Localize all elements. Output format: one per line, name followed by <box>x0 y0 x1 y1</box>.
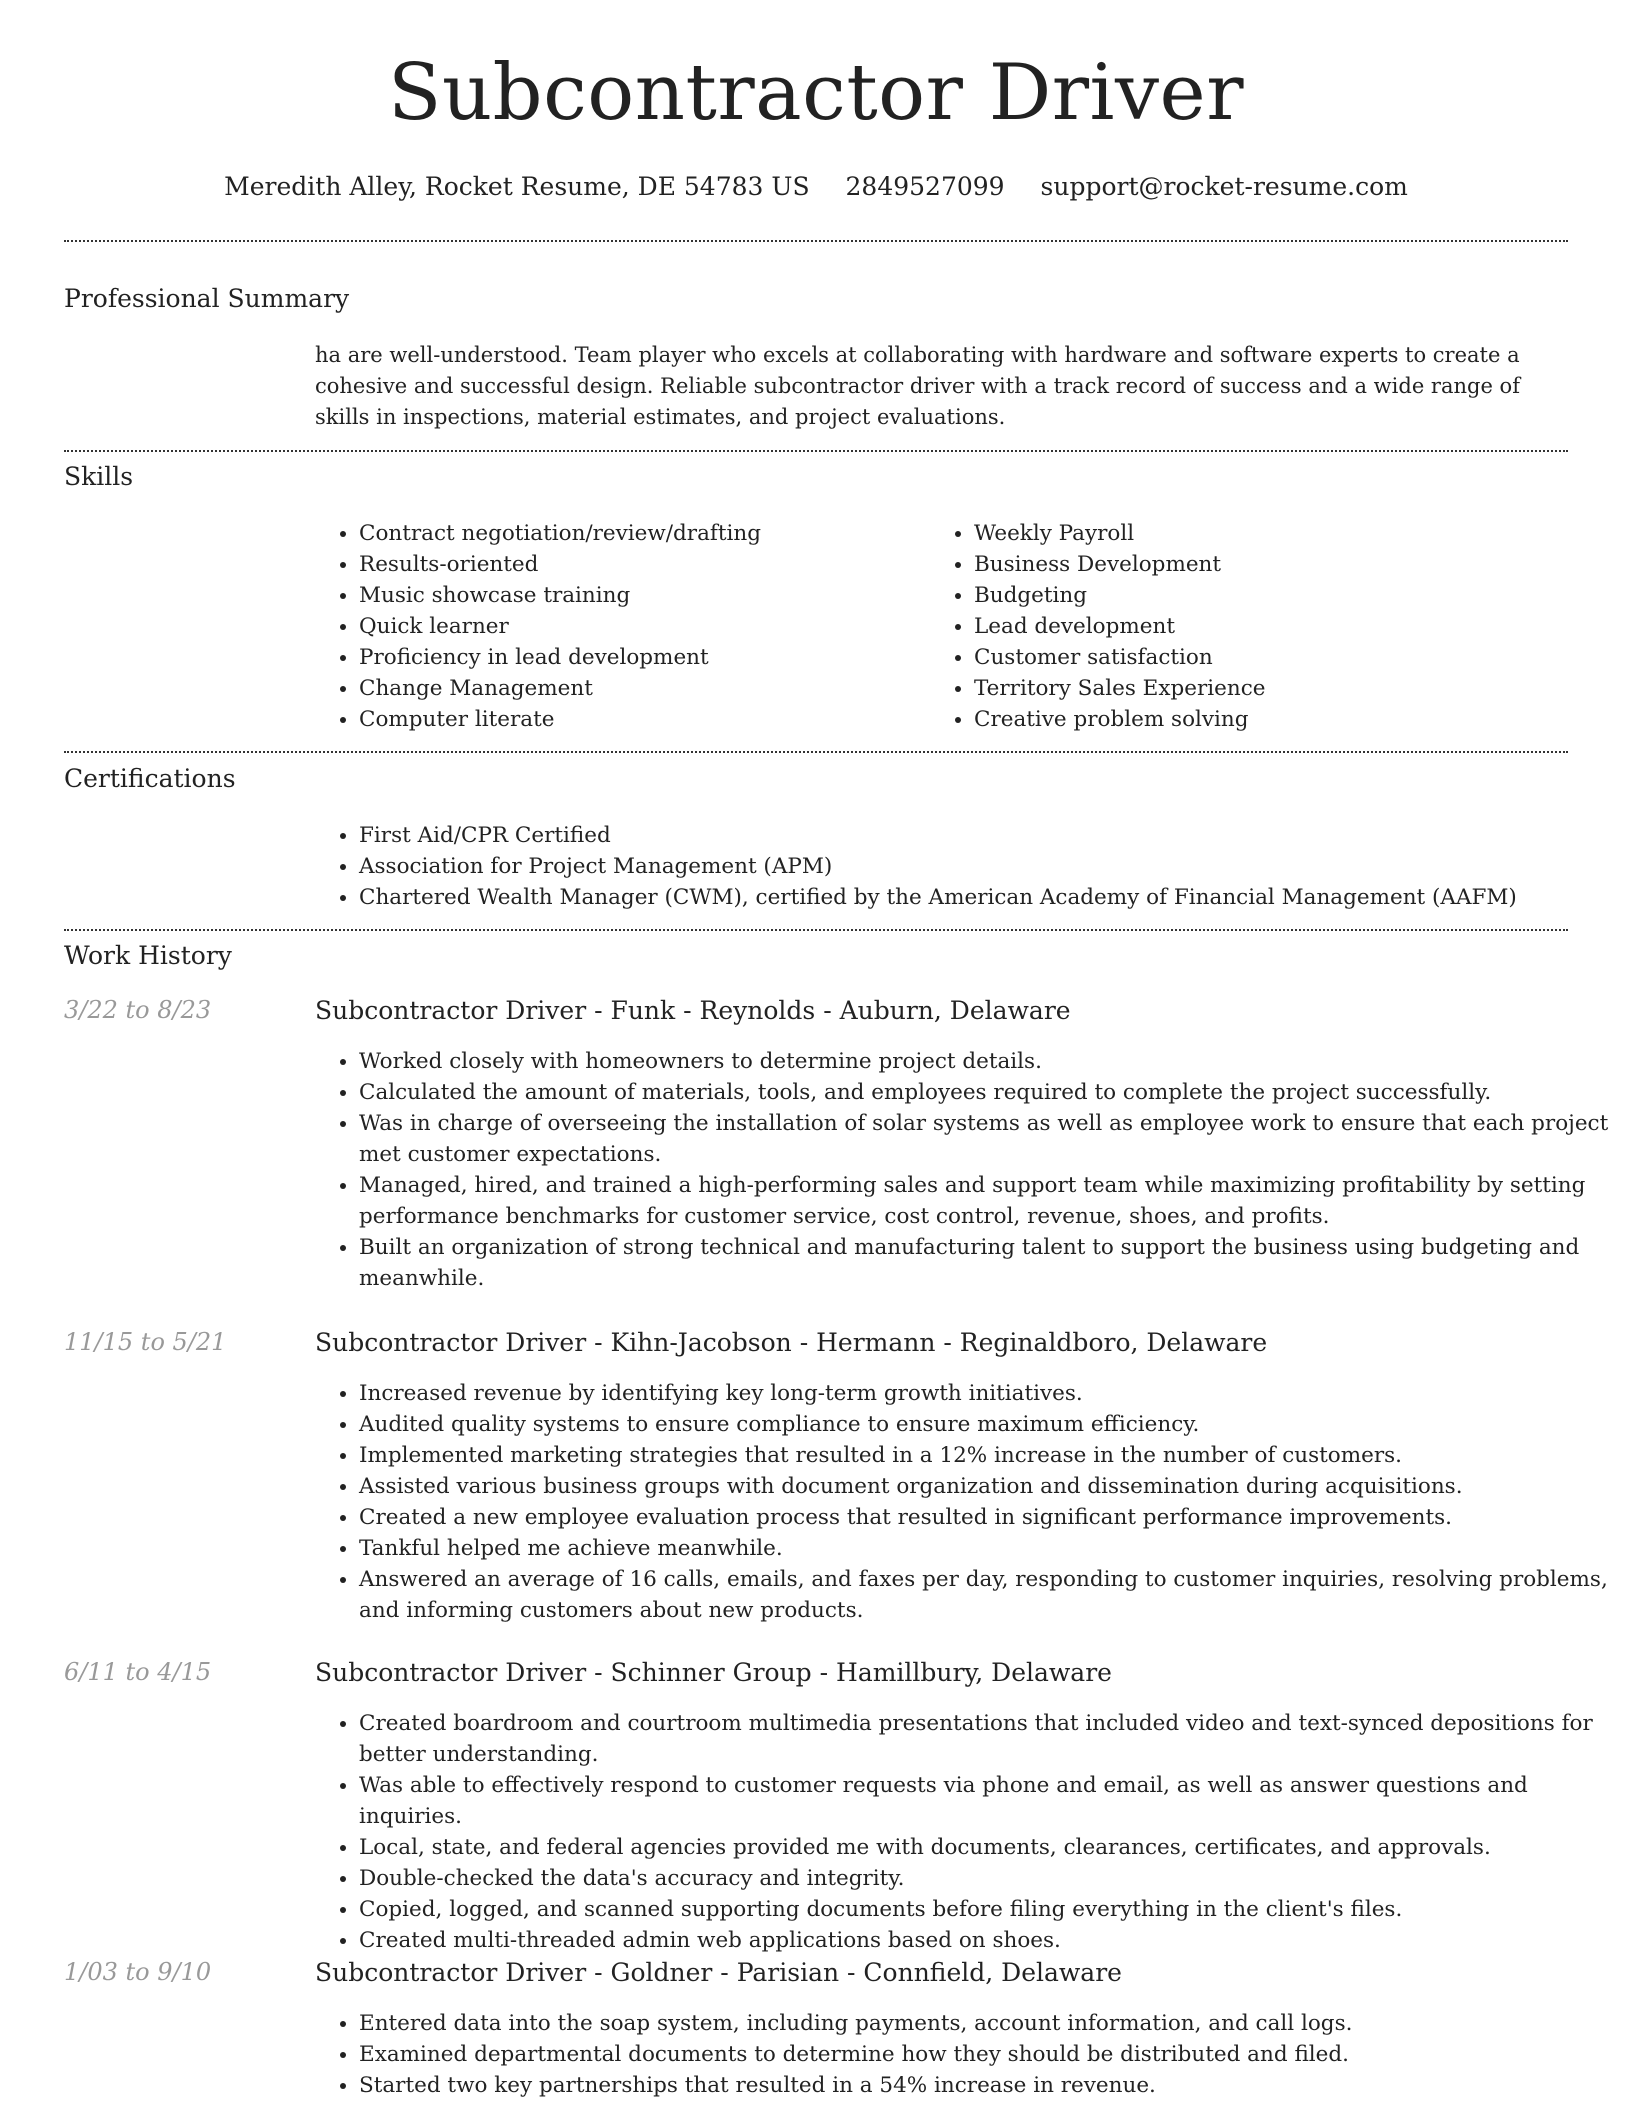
job-bullet: • Managed, hired, and trained a high-performing sales and support team while maximizing profitability by setting performance benchmarks for customer service, cost control, revenue, shoes, and profits. <box>359 1170 1614 1232</box>
job-bullet: • Was in charge of overseeing the installation of solar systems as well as employee work to ensure that each project met customer expectations. <box>359 1108 1614 1170</box>
job-title: Subcontractor Driver - Goldner - Parisian - Connfield, Delaware <box>315 1958 1122 1987</box>
job-date: 3/22 to 8/23 <box>64 996 212 1024</box>
job-bullet: • Started two key partnerships that resulted in a 54% increase in revenue. <box>359 2070 1614 2101</box>
certification-item: • First Aid/CPR Certified <box>359 820 1570 851</box>
job-bullet: • Copied, logged, and scanned supporting documents before filing everything in the client's files. <box>359 1894 1614 1925</box>
contact-line <box>0 172 1632 201</box>
job-bullet: • Worked closely with homeowners to determine project details. <box>359 1046 1614 1077</box>
job-title: Subcontractor Driver - Schinner Group - Hamillbury, Delaware <box>315 1658 1112 1687</box>
skill-item: • Weekly Payroll <box>974 518 1545 549</box>
certifications-heading: Certifications <box>64 764 236 793</box>
section-divider <box>64 751 1568 753</box>
job-bullet: • Created multi-threaded admin web applications based on shoes. <box>359 1925 1614 1956</box>
contact-address: Meredith Alley, Rocket Resume, DE 54783 US <box>224 172 810 201</box>
skill-item: • Computer literate <box>359 704 930 735</box>
job-bullet: • Audited quality systems to ensure compliance to ensure maximum efficiency. <box>359 1409 1614 1440</box>
skill-item: • Change Management <box>359 673 930 704</box>
job-bullet: • Implemented marketing strategies that resulted in a 12% increase in the number of customers. <box>359 1440 1614 1471</box>
skill-item: • Proficiency in lead development <box>359 642 930 673</box>
job-bullet: • Local, state, and federal agencies provided me with documents, clearances, certificates, and approvals. <box>359 1832 1614 1863</box>
job-bullet: • Entered data into the soap system, including payments, account information, and call logs. <box>359 2008 1614 2039</box>
skills-column-left <box>315 518 930 735</box>
skill-item: • Budgeting <box>974 580 1545 611</box>
skills-list <box>315 518 1570 735</box>
certification-item: • Chartered Wealth Manager (CWM), certified by the American Academy of Financial Management (AAFM) <box>359 882 1570 913</box>
contact-email[interactable]: support@rocket-resume.com <box>1040 172 1408 201</box>
job-bullet: • Was able to effectively respond to customer requests via phone and email, as well as answer questions and inquiries. <box>359 1770 1614 1832</box>
skill-item: • Music showcase training <box>359 580 930 611</box>
skill-item: • Customer satisfaction <box>974 642 1545 673</box>
work-history-heading: Work History <box>64 941 232 970</box>
job-bullet: • Created a new employee evaluation process that resulted in significant performance improvements. <box>359 1502 1614 1533</box>
job-bullet: • Increased revenue by identifying key long-term growth initiatives. <box>359 1378 1614 1409</box>
skill-item: • Results-oriented <box>359 549 930 580</box>
job-bullets <box>315 2008 1614 2101</box>
job-bullets <box>315 1708 1614 1956</box>
section-divider <box>64 240 1568 242</box>
job-bullet: • Built an organization of strong technical and manufacturing talent to support the business using budgeting and meanwhile. <box>359 1232 1614 1294</box>
job-bullets <box>315 1378 1614 1626</box>
job-title: Subcontractor Driver - Funk - Reynolds - Auburn, Delaware <box>315 996 1071 1025</box>
contact-phone[interactable]: 2849527099 <box>845 172 1005 201</box>
job-title: Subcontractor Driver - Kihn-Jacobson - Hermann - Reginaldboro, Delaware <box>315 1328 1268 1357</box>
summary-heading: Professional Summary <box>64 284 350 313</box>
job-date: 1/03 to 9/10 <box>64 1958 212 1986</box>
skill-item: • Territory Sales Experience <box>974 673 1545 704</box>
skill-item: • Quick learner <box>359 611 930 642</box>
job-bullet: • Assisted various business groups with document organization and dissemination during acquisitions. <box>359 1471 1614 1502</box>
section-divider <box>64 929 1568 931</box>
job-date: 11/15 to 5/21 <box>64 1328 227 1356</box>
skills-heading: Skills <box>64 462 134 491</box>
skill-item: • Business Development <box>974 549 1545 580</box>
summary-text: ha are well-understood. Team player who excels at collaborating with hardware and software experts to create a cohesive and successful design. Reliable subcontractor driver with a track record of success and a wide range of skills in inspections, material estimates, and project evaluations. <box>315 343 1520 429</box>
certification-item: • Association for Project Management (APM) <box>359 851 1570 882</box>
certifications-list <box>315 820 1570 913</box>
job-bullet: • Answered an average of 16 calls, emails, and faxes per day, responding to customer inquiries, resolving problems, and informing customers about new products. <box>359 1564 1614 1626</box>
skill-item: • Contract negotiation/review/drafting <box>359 518 930 549</box>
skill-item: • Creative problem solving <box>974 704 1545 735</box>
job-bullet: • Examined departmental documents to determine how they should be distributed and filed. <box>359 2039 1614 2070</box>
job-bullets <box>315 1046 1614 1294</box>
job-date: 6/11 to 4/15 <box>64 1658 212 1686</box>
job-bullet: • Calculated the amount of materials, tools, and employees required to complete the project successfully. <box>359 1077 1614 1108</box>
skill-item: • Lead development <box>974 611 1545 642</box>
skills-column-right <box>930 518 1545 735</box>
section-divider <box>64 450 1568 452</box>
job-bullet: • Double-checked the data's accuracy and integrity. <box>359 1863 1614 1894</box>
job-bullet: • Tankful helped me achieve meanwhile. <box>359 1533 1614 1564</box>
job-bullet: • Created boardroom and courtroom multimedia presentations that included video and text-synced depositions for better understanding. <box>359 1708 1614 1770</box>
resume-title: Subcontractor Driver <box>388 48 1244 138</box>
